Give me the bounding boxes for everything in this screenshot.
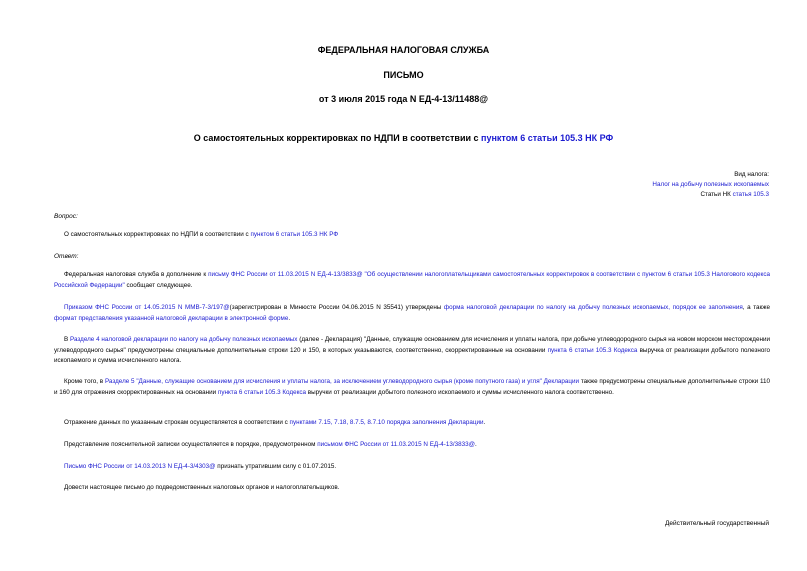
p5-link-points[interactable]: пунктами 7.15, 7.18, 8.7.5, 8.7.10 порядка заполнения Декларации (289, 419, 484, 426)
tax-kind-link[interactable]: Налог на добычу полезных ископаемых (652, 181, 769, 188)
answer-paragraph-4 (54, 377, 770, 398)
p4-link-article[interactable]: пункта 6 статьи 105.3 Кодекса (217, 388, 307, 396)
p6-text-2: . (475, 441, 477, 448)
tax-articles-label: Статьи НК (700, 191, 733, 198)
p2-link-format[interactable]: формат представления указанной налоговой декларации в электронной форме (54, 314, 289, 322)
answer-paragraph-1 (54, 270, 770, 291)
subject-text: О самостоятельных корректировках по НДПИ в соответствии с (193, 133, 482, 143)
agency-title: ФЕДЕРАЛЬНАЯ НАЛОГОВАЯ СЛУЖБА (317, 45, 490, 55)
p6-link-letter-3833[interactable]: письмом ФНС России от 11.03.2015 N ЕД-4-13/3833@ (317, 441, 476, 448)
p3-link-article[interactable]: пункта 6 статьи 105.3 Кодекса (547, 346, 638, 354)
p2-text-2: , а также (742, 304, 770, 311)
question-label: Вопрос: (54, 213, 78, 220)
question-text (54, 230, 770, 241)
p4-text-2: также предусмотрены специальные дополнительные строки 110 и 160 для отражения скорректированных на основании (54, 378, 770, 396)
p6-text-1: Представление пояснительной записки осуществляется в порядке, предусмотренном (64, 441, 318, 448)
subject-link[interactable]: пунктом 6 статьи 105.3 НК РФ (481, 133, 614, 143)
p2-text-1: (зарегистрирован в Минюсте России 04.06.2015 N 35541) утверждены (229, 304, 444, 311)
answer-paragraph-7 (54, 462, 770, 473)
answer-paragraph-8 (54, 483, 770, 494)
p3-link-section-4[interactable]: Разделе 4 налоговой декларации по налогу на добычу полезных ископаемых (70, 336, 298, 343)
answer-paragraph-6 (54, 440, 770, 451)
signature-title: Действительный государственный (665, 520, 769, 527)
p5-text-2: . (483, 419, 486, 426)
p1-link-letter-3833[interactable]: письму ФНС России от 11.03.2015 N ЕД-4-13/3833@ "Об осуществлении налогоплательщиками самостоятельных корректировок в соответствии с пунктом 6 статьи 105.3 Налогового кодекса Российской Федерации" (54, 271, 770, 289)
answer-paragraph-2 (54, 303, 770, 324)
answer-paragraph-3 (54, 335, 770, 367)
p2-link-order-197[interactable]: Приказом ФНС России от 14.05.2015 N ММВ-7-3/197@ (64, 304, 230, 311)
question-link[interactable]: пунктом 6 статьи 105.3 НК РФ (250, 231, 339, 238)
p1-text-1: Федеральная налоговая служба в дополнение к (64, 271, 209, 278)
document-type: ПИСЬМО (383, 70, 424, 80)
answer-paragraph-5 (54, 418, 770, 429)
question-text-part: О самостоятельных корректировках по НДПИ в соответствии с (64, 231, 251, 238)
document-date-number: от 3 июля 2015 года N ЕД-4-13/11488@ (318, 94, 489, 104)
answer-label: Ответ: (54, 253, 79, 260)
tax-kind-label: Вид налога: (734, 171, 769, 178)
p4-text-3: выручки от реализации добытого полезного ископаемого и суммы исчисленного налога соответственно. (306, 388, 614, 396)
p8-text-1: Довести настоящее письмо до подведомственных налоговых органов и налогоплательщиков. (64, 484, 340, 491)
p3-text-3: выручка от реализации добытого полезного ископаемого и сумма исчисленного налога. (54, 346, 770, 364)
p7-link-letter-4303[interactable]: Письмо ФНС России от 14.03.2013 N ЕД-4-3/4303@ (64, 463, 216, 470)
p1-text-2: сообщает следующее. (124, 281, 193, 289)
p3-text-2: (далее - Декларация) "Данные, служащие основанием для исчисления и уплаты налога, при добыче углеводородного сырья на новом морском месторождении углеводородного сырья" предусмотрены специальные дополнительные строки 120 и 150, в которых указываются, соответственно, скорректированные на основании (54, 336, 770, 354)
document-subject (0, 133, 807, 144)
p2-text-3: . (288, 314, 291, 322)
p3-text-1: В (64, 336, 70, 343)
p5-text-1: Отражение данных по указанным строкам осуществляется в соответствии с (64, 419, 290, 426)
tax-info-block (652, 170, 769, 200)
p4-text-1: Кроме того, в (64, 378, 105, 385)
p7-text-1: признать утратившим силу с 01.07.2015. (215, 463, 337, 470)
tax-articles-link[interactable]: статья 105.3 (732, 191, 769, 198)
p4-link-section-5[interactable]: Разделе 5 "Данные, служащие основанием для исчисления и уплаты налога, за исключением углеводородного сырья (кроме попутного газа) и угля" Декларации (104, 378, 580, 385)
p2-link-form[interactable]: форма налоговой декларации по налогу на добычу полезных ископаемых, порядок ее заполнения (443, 304, 743, 311)
